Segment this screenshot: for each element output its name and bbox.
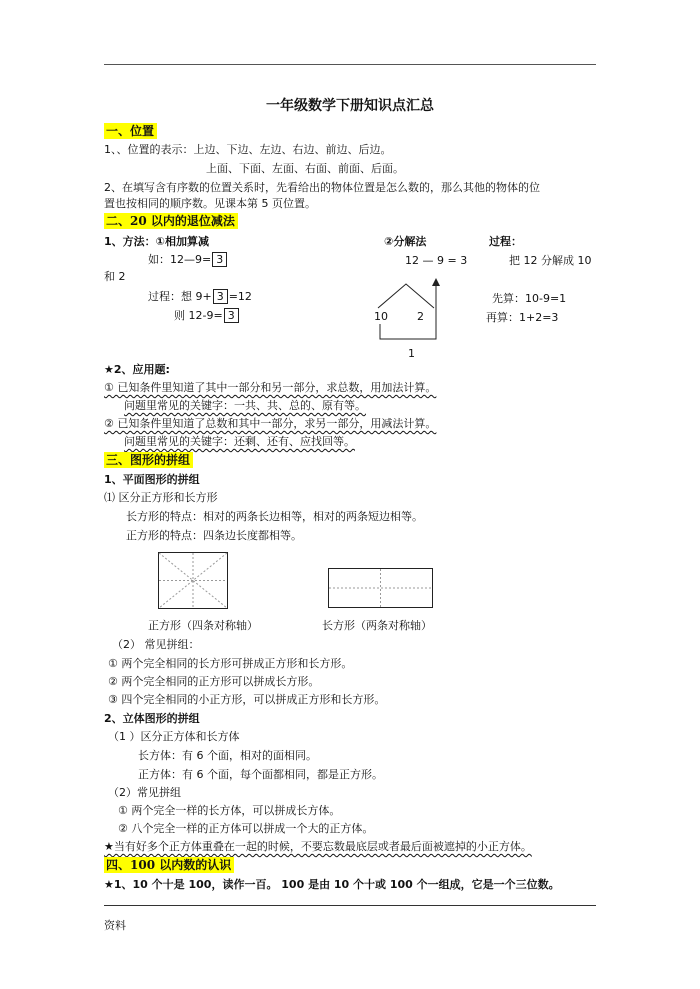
then-answer-box: 3	[224, 308, 239, 323]
footer-rule	[104, 905, 596, 906]
example-text: 如：12—9=	[148, 253, 212, 266]
then-text: 则 12-9=	[174, 309, 223, 322]
then-line	[174, 308, 240, 323]
solid-combos-label: （2）常见拼组	[108, 786, 181, 799]
think-answer-box: 3	[213, 289, 228, 304]
think-text: 过程：想 9+	[148, 290, 212, 303]
decomp-continued: 和 2	[104, 270, 126, 283]
think-result: =12	[228, 290, 252, 303]
common-combos-label: （2） 常见拼组：	[112, 638, 200, 651]
first-calculation: 先算：10-9=1	[492, 292, 567, 305]
tree-left-number: 10	[374, 310, 388, 323]
decomp-equation: 12 — 9 = 3	[405, 254, 468, 267]
rectangle-symmetry-figure	[328, 568, 434, 610]
solid-shapes-subheading: 2、立体图形的拼组	[104, 712, 200, 725]
application-keywords-1: 问题里常见的关键字：一共、共、总的、原有等。	[124, 399, 366, 412]
tree-bottom-number: 1	[408, 347, 415, 360]
header-rule	[104, 64, 596, 65]
square-symmetry-figure	[158, 552, 230, 612]
solid-combo-2: ② 八个完全一样的正方体可以拼成一个大的正方体。	[118, 822, 374, 835]
rectangle-feature: 长方形的特点：相对的两条长边相等，相对的两条短边相等。	[126, 510, 423, 523]
distinguish-shapes: ⑴ 区分正方形和长方形	[104, 491, 218, 504]
think-line	[148, 289, 252, 304]
method-label: 1、方法：①相加算减	[104, 235, 209, 248]
distinguish-solids: （1 ）区分正方体和长方体	[108, 730, 240, 743]
application-rule-2: ② 已知条件里知道了总数和其中一部分，求另一部分，用减法计算。	[104, 417, 437, 430]
tree-right-number: 2	[417, 310, 424, 323]
combo-1: ① 两个完全相同的长方形可拼成正方形和长方形。	[108, 657, 353, 670]
rectangle-caption: 长方形（两条对称轴）	[322, 619, 432, 632]
method2-label: ②分解法	[384, 235, 427, 248]
section-hundred-heading: 四、100 以内数的认识	[104, 857, 234, 873]
cuboid-feature: 长方体：有 6 个面，相对的面相同。	[138, 749, 317, 762]
combo-3: ③ 四个完全相同的小正方形，可以拼成正方形和长方形。	[108, 693, 386, 706]
section-position-heading: 一、位置	[104, 123, 157, 139]
position-line-3: 2、在填写含有序数的位置关系时，先看给出的物体位置是怎么数的，那么其他的物体的位	[104, 181, 540, 194]
application-rule-1: ① 已知条件里知道了其中一部分和另一部分，求总数，用加法计算。	[104, 381, 437, 394]
cube-feature: 正方体：有 6 个面，每个面都相同，都是正方形。	[138, 768, 383, 781]
hundred-line-1: ★1、10 个十是 100，读作一百。 100 是由 10 个十或 100 个一组成，它是一个三位数。	[104, 878, 560, 891]
position-line-2: 上面、下面、左面、右面、前面、后面。	[206, 162, 404, 175]
square-caption: 正方形（四条对称轴）	[148, 619, 258, 632]
solid-combo-1: ① 两个完全一样的长方体，可以拼成长方体。	[118, 804, 341, 817]
square-feature: 正方形的特点：四条边长度都相等。	[126, 529, 302, 542]
footer-text: 资料	[104, 919, 126, 932]
application-keywords-2: 问题里常见的关键字：还剩、还有、应找回等。	[124, 435, 355, 448]
process-label: 过程：	[489, 235, 522, 248]
page-title: 一年级数学下册知识点汇总	[266, 98, 434, 114]
decomp-description: 把 12 分解成 10	[509, 254, 592, 267]
example-line	[148, 252, 228, 267]
position-line-1: 1、、位置的表示：上边、下边、左边、右边、前边、后边。	[104, 143, 392, 156]
combo-2: ② 两个完全相同的正方形可以拼成长方形。	[108, 675, 320, 688]
second-calculation: 再算：1+2=3	[486, 311, 559, 324]
cube-stack-note: ★当有好多个正方体重叠在一起的时候，不要忘数最底层或者最后面被遮掉的小正方体。	[104, 840, 532, 853]
position-line-4: 置也按相同的顺序数。见课本第 5 页位置。	[104, 197, 316, 210]
section-shapes-heading: 三、图形的拼组	[104, 452, 193, 468]
section-subtraction-heading: 二、20 以内的退位减法	[104, 213, 238, 229]
application-label: ★2、应用题:	[104, 363, 170, 376]
plane-shapes-subheading: 1、平面图形的拼组	[104, 473, 200, 486]
example-answer-box: 3	[212, 252, 227, 267]
